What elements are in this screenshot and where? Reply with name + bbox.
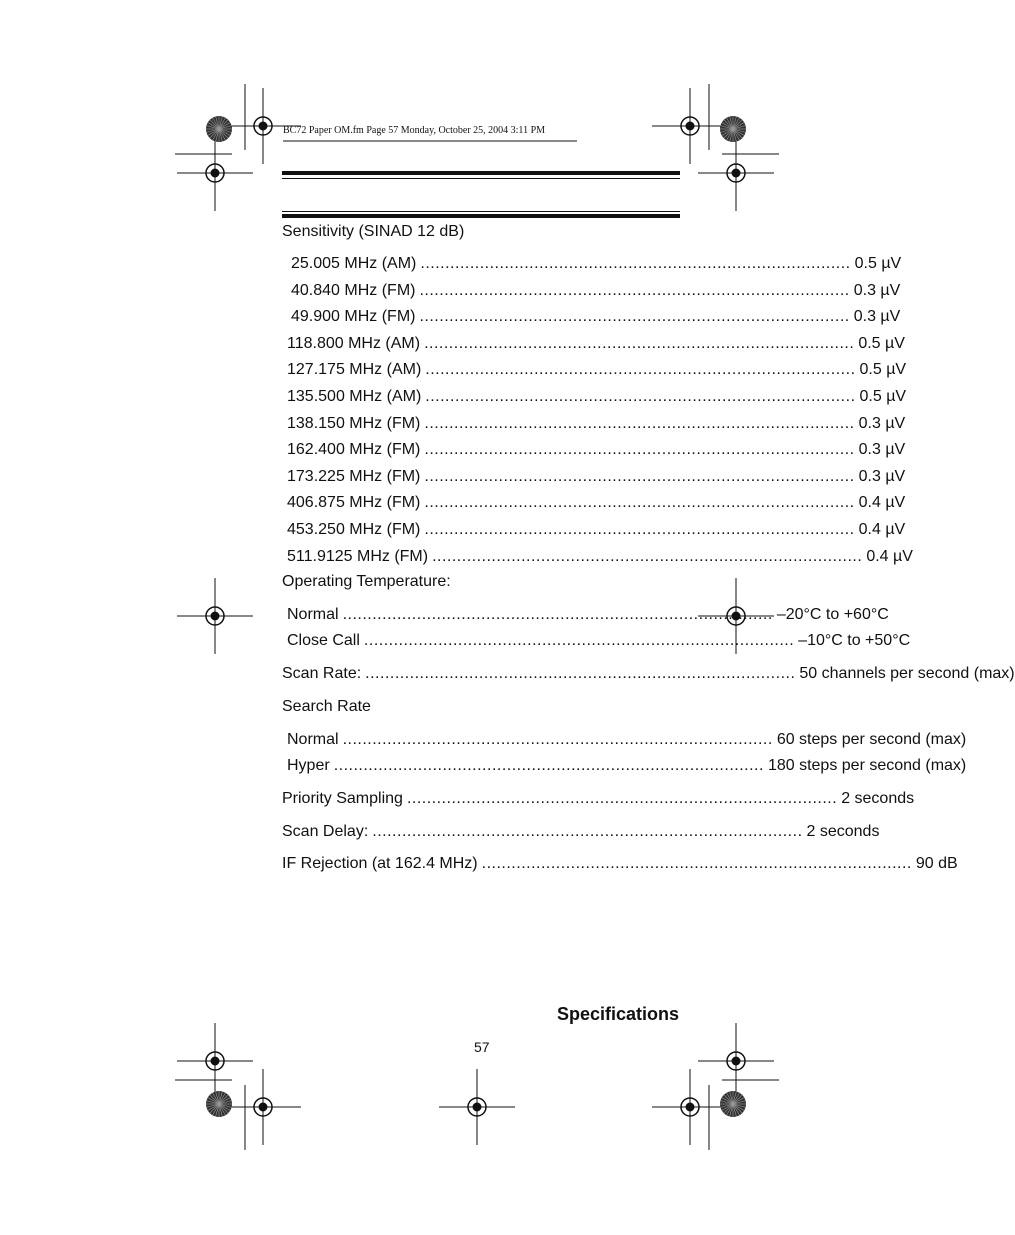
- sensitivity-row: 511.9125 MHz (FM) ....................................................................................... 0.4 µV: [287, 544, 676, 570]
- scan-rate-value: 50 channels per second (max): [799, 665, 1015, 682]
- priority-sampling-value: 2 seconds: [841, 790, 915, 807]
- sensitivity-row: 162.400 MHz (FM) ....................................................................................... 0.3 µV: [287, 437, 676, 463]
- sensitivity-value: 0.3 µV: [858, 414, 906, 432]
- search-rate-heading: Search Rate: [282, 698, 371, 715]
- crosshair-mark-icon: [177, 578, 253, 654]
- if-rejection-value: 90 dB: [915, 855, 958, 872]
- sensitivity-value: 0.5 µV: [859, 361, 907, 379]
- crosshair-mark-icon: [652, 1069, 728, 1145]
- sensitivity-frequency: 162.400 MHz (FM): [287, 441, 421, 459]
- sensitivity-row: 173.225 MHz (FM) ....................................................................................... 0.3 µV: [287, 464, 676, 490]
- priority-sampling-label: Priority Sampling: [282, 790, 403, 807]
- if-rejection-row: IF Rejection (at 162.4 MHz) ....................................................................................... 90 dB: [282, 851, 674, 877]
- search-row-hyper: Hyper ....................................................................................... 180 steps per second (max): [287, 753, 678, 779]
- sensitivity-value: 0.4 µV: [858, 521, 906, 538]
- sensitivity-frequency: 138.150 MHz (FM): [287, 414, 421, 432]
- temp-normal-label: Normal: [287, 606, 339, 623]
- sensitivity-frequency: 453.250 MHz (FM): [287, 521, 421, 538]
- sensitivity-row: 118.800 MHz (AM) ....................................................................................... 0.5 µV: [287, 331, 676, 357]
- scan-rate-label: Scan Rate:: [282, 665, 362, 682]
- temp-close-call-label: Close Call: [287, 632, 360, 649]
- crosshair-mark-icon: [652, 88, 728, 164]
- sensitivity-frequency: 25.005 MHz (AM): [291, 255, 417, 272]
- crosshair-mark-icon: [177, 1023, 253, 1099]
- sensitivity-row: 127.175 MHz (AM) ....................................................................................... 0.5 µV: [287, 357, 676, 383]
- sensitivity-value: 0.4 µV: [866, 547, 913, 565]
- sensitivity-value: 0.3 µV: [858, 467, 906, 485]
- sensitivity-row: 453.250 MHz (FM) ....................................................................................... 0.4 µV: [287, 517, 676, 543]
- print-header-note: BC72 Paper OM.fm Page 57 Monday, October 25, 2004 3:11 PM: [283, 125, 546, 136]
- search-row-normal: Normal ....................................................................................... 60 steps per second (max): [287, 727, 678, 753]
- registration-rosette-icon: [720, 116, 746, 142]
- sensitivity-value: 0.4 µV: [858, 494, 906, 512]
- crosshair-mark-icon: [177, 135, 253, 211]
- temp-normal-value: –20°C to +60°C: [776, 606, 889, 623]
- crosshair-mark-icon: [439, 1069, 515, 1145]
- temp-row-close-call: Close Call ....................................................................................... –10°C to +50°C: [287, 628, 678, 654]
- registration-rosette-icon: [720, 1091, 746, 1117]
- section-rule-thin: [282, 211, 680, 212]
- registration-rosette-icon: [206, 116, 232, 142]
- search-hyper-value: 180 steps per second (max): [767, 757, 967, 774]
- sensitivity-frequency: 118.800 MHz (AM): [287, 334, 421, 352]
- top-rule-thick: [282, 171, 680, 175]
- search-hyper-label: Hyper: [287, 757, 330, 774]
- sensitivity-value: 0.5 µV: [854, 255, 902, 272]
- operating-temperature-heading: Operating Temperature:: [282, 573, 451, 590]
- sensitivity-frequency: 406.875 MHz (FM): [287, 494, 421, 512]
- if-rejection-label: IF Rejection (at 162.4 MHz): [282, 855, 478, 872]
- scan-delay-label: Scan Delay:: [282, 823, 369, 840]
- sensitivity-row: 135.500 MHz (AM) ....................................................................................... 0.5 µV: [287, 384, 676, 410]
- sensitivity-row: 40.840 MHz (FM) ....................................................................................... 0.3 µV: [291, 278, 676, 304]
- sensitivity-row: 138.150 MHz (FM) ....................................................................................... 0.3 µV: [287, 411, 676, 437]
- sensitivity-frequency: 511.9125 MHz (FM): [287, 547, 429, 565]
- top-rule-thin: [282, 178, 680, 179]
- search-normal-value: 60 steps per second (max): [776, 731, 967, 748]
- sensitivity-value: 0.5 µV: [859, 388, 907, 405]
- sensitivity-value: 0.5 µV: [858, 334, 905, 352]
- sensitivity-frequency: 127.175 MHz (AM): [287, 361, 422, 379]
- search-normal-label: Normal: [287, 731, 339, 748]
- sensitivity-row: 406.875 MHz (FM) ....................................................................................... 0.4 µV: [287, 490, 676, 516]
- crosshair-mark-icon: [225, 1069, 301, 1145]
- temp-row-normal: Normal ....................................................................................... –20°C to +60°C: [287, 602, 678, 628]
- temp-close-call-value: –10°C to +50°C: [798, 632, 911, 649]
- scan-delay-value: 2 seconds: [806, 823, 880, 840]
- registration-rosette-icon: [206, 1091, 232, 1117]
- sensitivity-row: 25.005 MHz (AM) ....................................................................................... 0.5 µV: [291, 251, 676, 277]
- scan-rate-row: Scan Rate: ....................................................................................... 50 channels per second (max): [282, 661, 678, 687]
- sensitivity-frequency: 135.500 MHz (AM): [287, 388, 422, 405]
- sensitivity-row: 49.900 MHz (FM) ....................................................................................... 0.3 µV: [291, 304, 676, 330]
- sensitivity-value: 0.3 µV: [853, 281, 901, 299]
- scan-delay-row: Scan Delay: ....................................................................................... 2 seconds: [282, 819, 674, 845]
- sensitivity-frequency: 49.900 MHz (FM): [291, 308, 416, 326]
- section-title: Specifications: [556, 1004, 679, 1024]
- sensitivity-value: 0.3 µV: [858, 441, 906, 459]
- sensitivity-heading: Sensitivity (SINAD 12 dB): [282, 223, 465, 240]
- sensitivity-frequency: 40.840 MHz (FM): [291, 281, 416, 299]
- page-number: 57: [474, 1039, 490, 1055]
- priority-sampling-row: Priority Sampling ....................................................................................... 2 seconds: [282, 786, 678, 812]
- section-rule-thick: [282, 214, 680, 218]
- sensitivity-frequency: 173.225 MHz (FM): [287, 467, 421, 485]
- sensitivity-value: 0.3 µV: [853, 308, 901, 326]
